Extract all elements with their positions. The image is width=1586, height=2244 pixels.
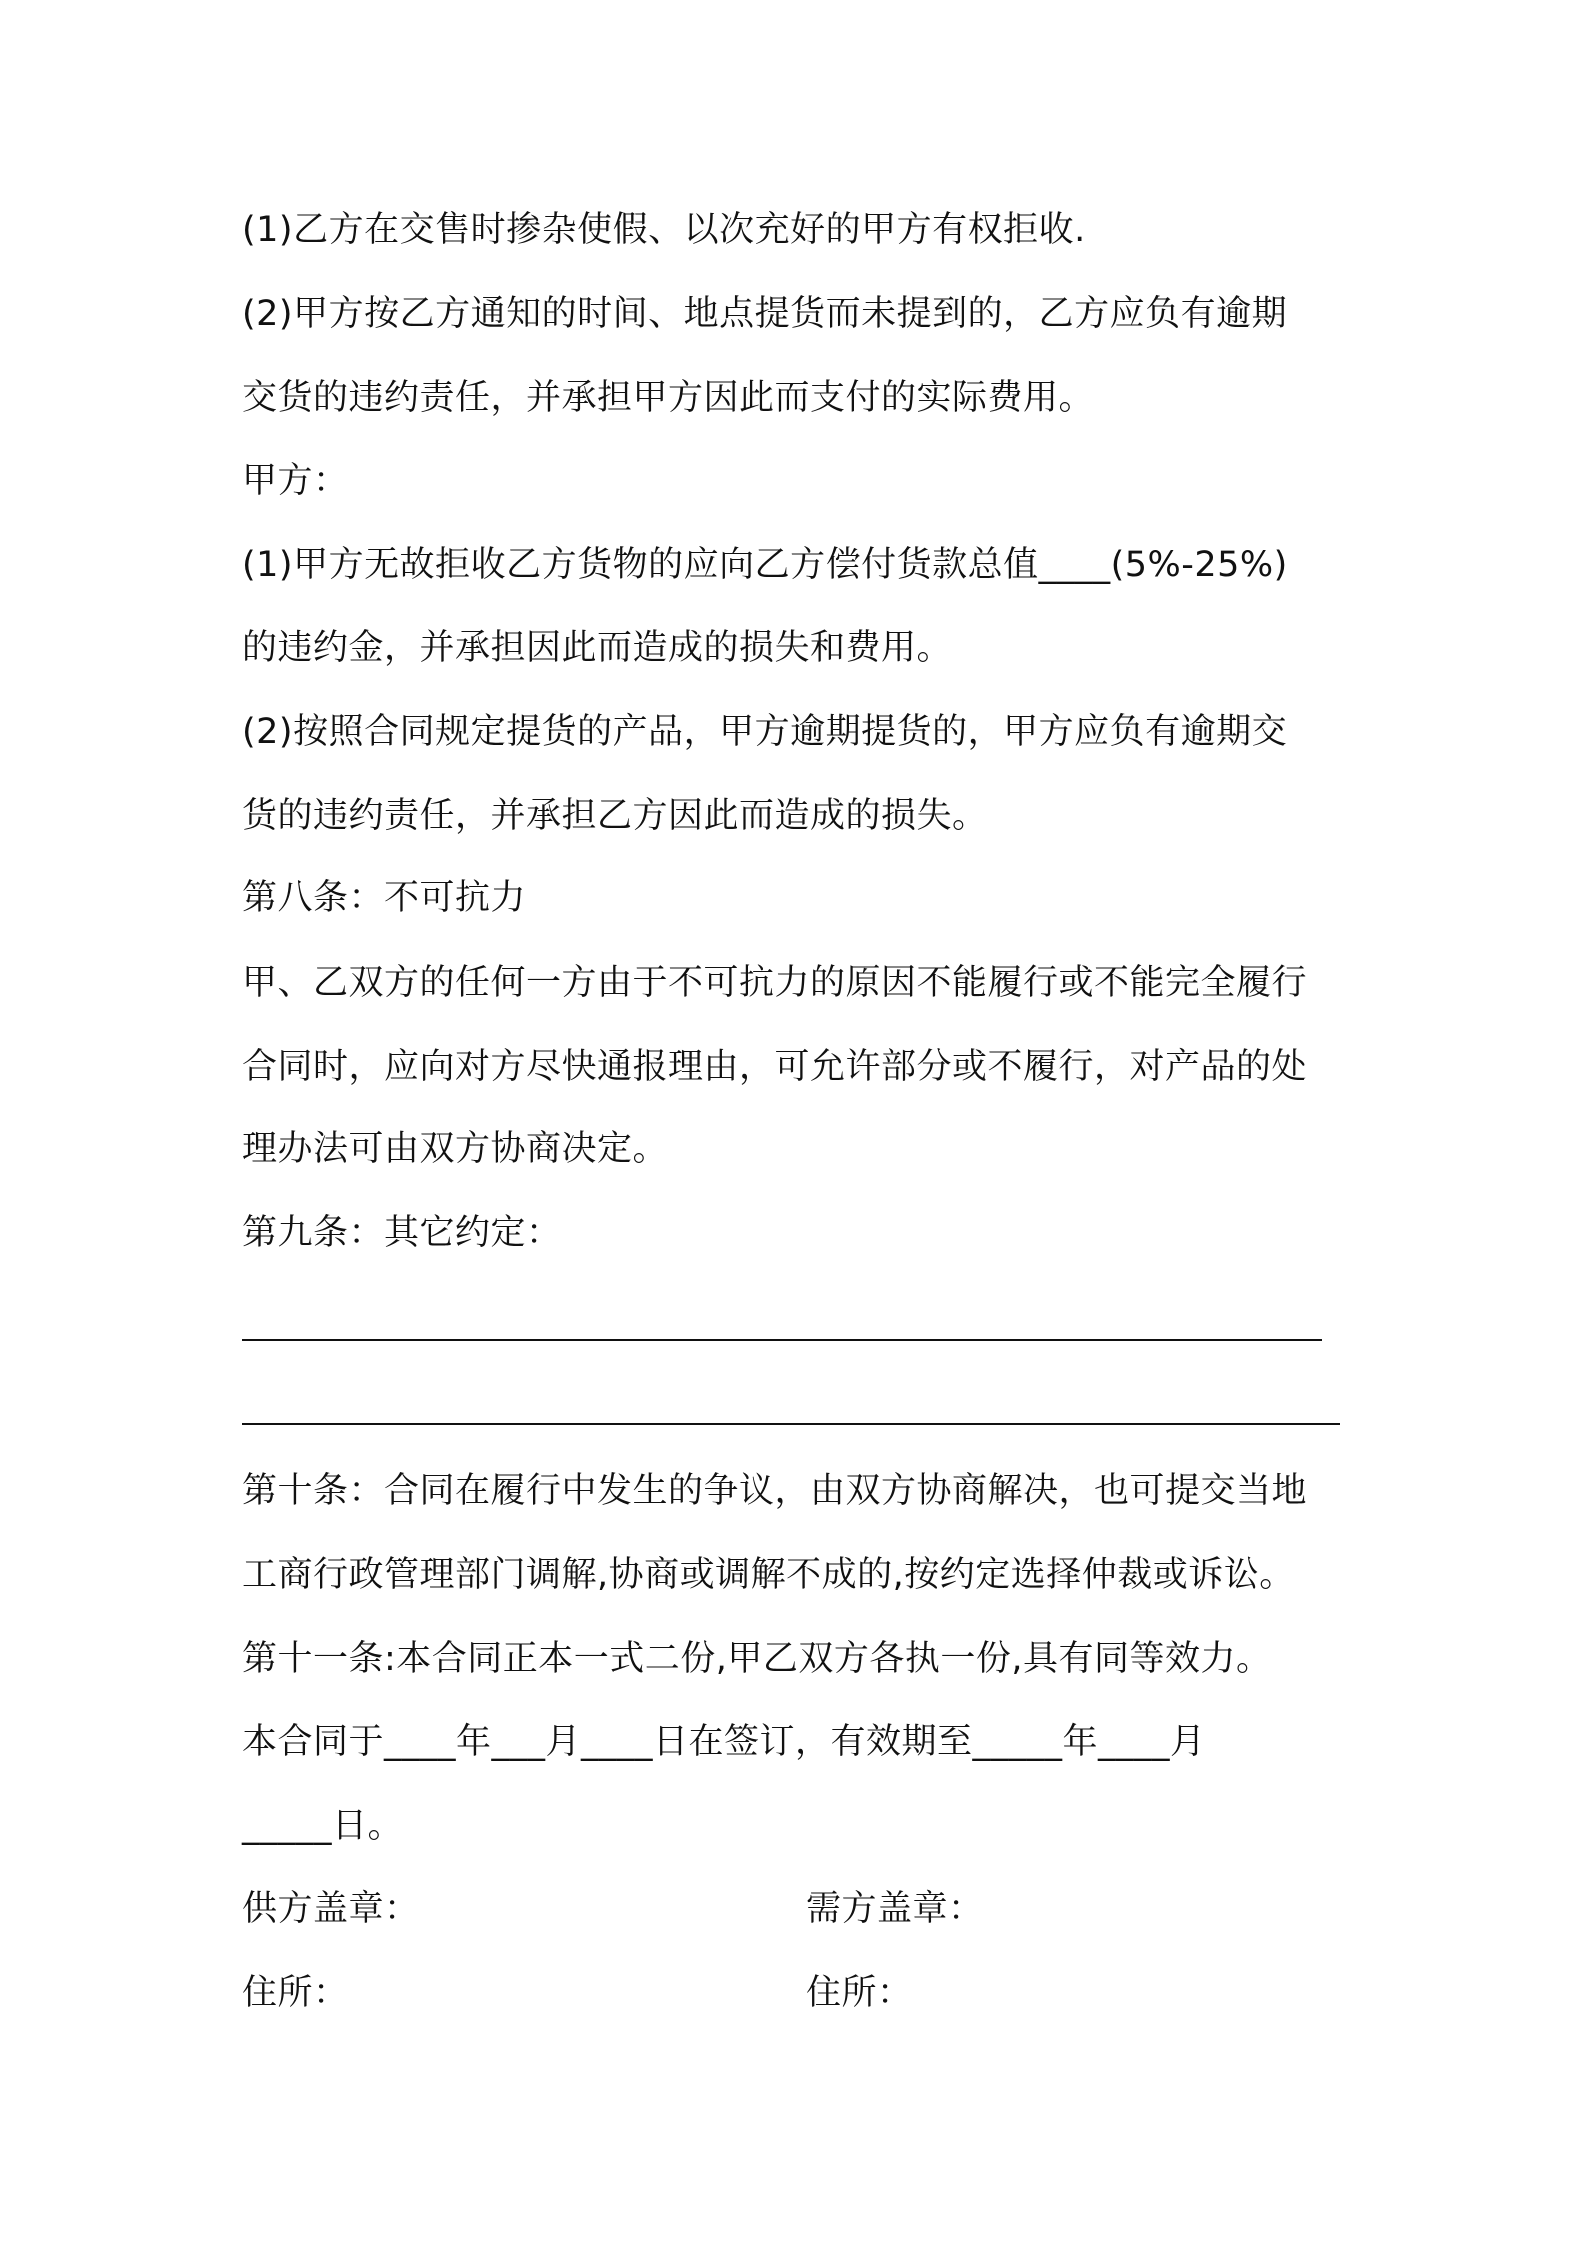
contract-date-line: 本合同于____年___月____日在签订，有效期至_____年____月 xyxy=(242,1722,1206,1762)
article-10-line: 工商行政管理部门调解,协商或调解不成的,按约定选择仲裁或诉讼。 xyxy=(242,1555,1295,1595)
clause-line: (2)甲方按乙方通知的时间、地点提货而未提到的，乙方应负有逾期 xyxy=(242,294,1288,334)
article-9-heading: 第九条：其它约定： xyxy=(242,1213,562,1253)
clause-line: 理办法可由双方协商决定。 xyxy=(242,1129,669,1169)
clause-line: 的违约金，并承担因此而造成的损失和费用。 xyxy=(242,628,953,668)
contract-date-line: _____日。 xyxy=(242,1806,404,1846)
article-8-heading: 第八条：不可抗力 xyxy=(242,878,527,918)
fill-in-blank-line xyxy=(242,1339,1322,1341)
clause-line: 合同时，应向对方尽快通报理由，可允许部分或不履行，对产品的处 xyxy=(242,1047,1308,1087)
buyer-seal-label: 需方盖章： xyxy=(806,1889,984,1929)
article-10-line: 第十条：合同在履行中发生的争议，由双方协商解决，也可提交当地 xyxy=(242,1471,1308,1511)
supplier-address-label: 住所： xyxy=(242,1973,349,2013)
party-a-heading: 甲方： xyxy=(242,461,349,501)
clause-line: 甲、乙双方的任何一方由于不可抗力的原因不能履行或不能完全履行 xyxy=(242,963,1308,1003)
clause-line: 交货的违约责任，并承担甲方因此而支付的实际费用。 xyxy=(242,378,1095,418)
supplier-seal-label: 供方盖章： xyxy=(242,1889,420,1929)
article-11-line: 第十一条:本合同正本一式二份,甲乙双方各执一份,具有同等效力。 xyxy=(242,1639,1272,1679)
clause-line: 货的违约责任，并承担乙方因此而造成的损失。 xyxy=(242,796,988,836)
clause-line: (1)乙方在交售时掺杂使假、以次充好的甲方有权拒收. xyxy=(242,210,1086,250)
buyer-address-label: 住所： xyxy=(806,1973,913,2013)
clause-line: (2)按照合同规定提货的产品，甲方逾期提货的，甲方应负有逾期交 xyxy=(242,712,1288,752)
fill-in-blank-line xyxy=(242,1423,1340,1425)
clause-line: (1)甲方无故拒收乙方货物的应向乙方偿付货款总值____(5%-25%) xyxy=(242,545,1288,585)
